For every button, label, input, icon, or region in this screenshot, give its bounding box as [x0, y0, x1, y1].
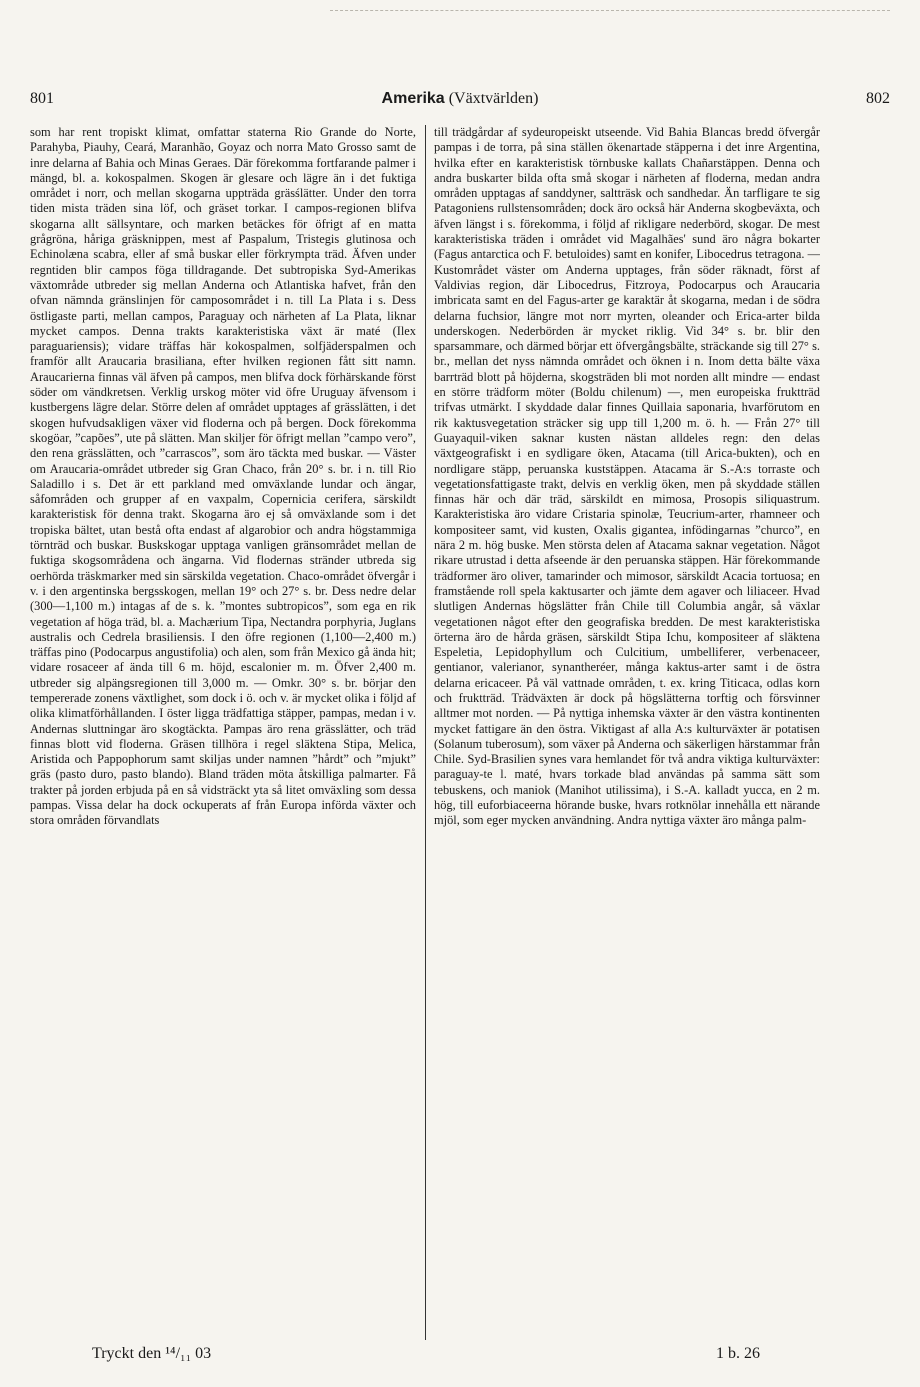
column-left-paragraph: som har rent tropiskt klimat, omfattar staterna Rio Grande do Norte, Parahyba, Piauhy, Ceará, Maranhão, Goyaz och norra Mato Grosso samt de inre delarna af Bahia och Minas Geraes. Där förekomma fortfarande palmer i mängd, bl. a. kokospalmen. Skogen är glesare och lägre än i det fuktiga området i norr, och mellan skogarna uppträda gräsślätter. Under den torra tiden mista träden sina löf, och gräset torkar. I campos-regionen blifva skogarna allt sällsyntare, och marken betäckes för öfrigt af en matta grågröna, håriga gräsknippen, mest af Paspalum, Tristegis glutinosa och Echinolæna scabra, eller af små buskar eller förkrympta träd. Äfven under regntiden blir campos föga tilldragande. Det subtropiska Syd-Amerikas växtområde utbreder sig mellan Anderna och Atlantiska hafvet, från den ofvan nämnda gränslinjen för camposområdet i n. till La Plata i s. Dess östligaste parti, mellan campos, Paraguay och närheten af La Plata, liknar mycket campos. Denna trakts karakteristiska växt är maté (Ilex paraguariensis); vidare träffas här kokospalmen, solfjäderspalmen och framför allt Araucaria brasiliana, efter hvilken regionen fått sitt namn. Araucarierna finnas väl äfven på campos, men blifva dock förhärskande först söder om vändkretsen. Verklig urskog möter vid öfre Uruguay äfvensom i kustbergens lägre delar. Större delen af området upptages af grässlätten, i det skogen hufvudsakligen växer vid floderna och på bergen. Dock förekomma skogöar, ”capões”, ute på slätten. Man skiljer för öfrigt mellan ”campo vero”, den rena grässlätten, och ”carrascos”, som äro täckta med buskar. — Väster om Araucaria-området utbreder sig Gran Chaco, från 20° s. br. i n. till Rio Saladillo i s. Det är ett parkland med omväxlande lundar och ängar, såfområden och grupper af en vaxpalm, Copernicia cerifera, särskildt karakteristisk för denna trakt. Skogarna äro ej så omväxlande som i det tropiska bältet, utan bestå ofta endast af algarobior och andra högstammiga törnträd och buskar. Buskskogar upptaga vanligen gränsområdet mellan de fuktiga skogsområdena och ängarna. Vid flodernas stränder utbreda sig oerhörda träskmarker med sin särskilda vegetation. Chaco-området öfvergår i v. i den argentinska bergsskogen, mellan 19° och 27° s. br. Dess nedre delar (300—1,100 m.) intagas af de s. k. ”montes subtropicos”, som ega en rik vegetation af höga träd, bl. a. Machærium Tipa, Nectandra porphyria, Juglans australis och Cedrela brasiliensis. I den öfre regionen (1,100—2,400 m.) träffas pino (Podocarpus angustifolia) och alen, som från Mexico gå ända hit; vidare rosaceer af ända till 6 m. höjd, escalonier m. m. Öfver 2,400 m. utbreder sig alpängsregionen till 3,000 m. — Omkr. 30° s. br. börjar den tempererade zonens växtlighet, som dock i ö. och v. är mycket olika i följd af olika klimatförhållanden. I öster ligga trädfattiga stäpper, pampas, medan i v. Andernas sluttningar äro skogtäckta. Pampas äro rena grässlätter, och träd finnas blott vid floderna. Gräsen tillhöra i regel släktena Stipa, Melica, Aristida och Pappophorum samt skiljas under namnen ”hårdt” och ”mjukt” gräs (pasto duro, pasto blando). Bland träden möta åtskilliga palmarter. Få trakter på jorden erbjuda på en så vidsträckt yta så litet omväxling som dessa pampas. Vissa delar ha dock ockuperats af från Europa införda växter och stora områden förvandlats	[30, 125, 416, 828]
page-number-left: 801	[30, 90, 54, 107]
sheet-signature: 1 b. 26	[716, 1345, 760, 1362]
header-title	[30, 90, 890, 108]
text-column-left	[30, 125, 416, 1335]
running-header	[30, 90, 890, 114]
header-title-main: Amerika	[381, 90, 445, 107]
page-footer	[30, 1345, 890, 1369]
page-number-right: 802	[866, 90, 890, 107]
column-divider	[425, 125, 426, 1340]
column-right-paragraph: till trädgårdar af sydeuropeiskt utseende. Vid Bahia Blancas bredd öfvergår pampas i de torra, på sina ställen ökenartade stäpperna i det inre Argentina, hvilka efter en karakteristisk törnbuske kallats Chañarstäppen. Denna och andra buskarter bilda ofta små skogar i närheten af floderna, medan andra områden upptagas af sanddyner, saltträsk och sandhedar. Än tarfligare te sig Patagoniens rullstensområden; dock äro också här Anderna skogbeväxta, och äfven längst i s. förekomma, i följd af rikligare nederbörd, skogar. De mest karakteristiska träden i området vid Magalhães' sund äro några bokarter (Fagus antarctica och F. betuloides) samt en konifer, Libocedrus tetragona. — Kustområdet väster om Anderna upptages, från söder räknadt, först af Valdivias region, där Libocedrus, Fitzroya, Podocarpus och Araucaria imbricata samt en del Fagus-arter ge karaktär åt skogarna, medan i de södra delarna fuchsior, längre mot norr myrten, oleander och Erica-arter bilda underskogen. Nederbörden är mycket riklig. Vid 34° s. br. blir den sparsammare, och därmed börjar ett öfvergångsbälte, sträckande sig till 27° s. br., mellan det nyss nämnda området och öknen i n. Inom detta bälte växa barrträd blott på höjderna, skogsträden bli mot norden allt mindre — endast en större trädform möter (Boldu chilenum) —, men europeiska fruktträd trifvas utmärkt. I skyddade dalar finnes Quillaia saponaria, hvarförutom en rik kaktusvegetation sträcker sig upp till 1,200 m. ö. h. — Från 27° till Guayaquil-viken saknar kusten nästan alldeles regn: den delas växtgeografiskt i en sydligare öken, Atacama (till Arica-bukten), och en nordligare stäpp, peruanska kuststäppen. Atacama är S.-A:s torraste och vegetationsfattigaste trakt, delvis en verklig öken, men på skyddade ställen finnas här och där träd, särskildt en mimosa, Prosopis siliquastrum. Karakteristiska äro vidare Cristaria spinolæ, Teucrium-arter, rhamneer och kompositeer samt, vid kusten, Oxalis gigantea, infödingarnas ”churco”, en nära 2 m. hög buske. Men största delen af Atacama saknar vegetation. Något rikare utrustad i detta afseende är den peruanska stäppen. Här förekommande trädformer äro oliver, tamarinder och mimosor, särskildt Acacia tortuosa; en framstående roll spela kaktusarter och jämte dem agaver och liliaceer. Hvad slutligen Andernas högslätter från Chile till Columbia angår, så växlar vegetationen något efter den geografiska bredden. De mest karakteristiska örterna äro de hårda gräsen, särskildt Stipa Ichu, kompositeer af släktena Espeletia, Lepidophyllum och Culcitium, umbelliferer, verbenaceer, gentianor, valerianor, synantheréer, många kaktus-arter samt i de östra delarna ericaceer. På väl vattnade områden, t. ex. kring Titicaca, odlas korn och fruktträd. Trädväxten är dock på högslätterna torftig och försvinner alltmer mot norden. — På nyttiga inhemska växter är den västra kontinenten mycket fattigare än den östra. Viktigast af alla A:s kulturväxter är potatisen (Solanum tuberosum), som växer på Anderna och säkerligen härstammar från Chile. Syd-Brasilien synes vara hemlandet för två andra viktiga kulturväxter: paraguay-te l. maté, hvars torkade blad användas på samma sätt som tebuskens, och maniok (Manihot utilissima), i S.-A. kalladt yucca, en 2 m. hög, till euforbiaceerna hörande buske, hvars rotknölar innehålla ett närande mjöl, som eger mycken användning. Andra nyttiga växter äro många palm-	[434, 125, 820, 828]
text-column-right	[434, 125, 820, 1335]
print-date: Tryckt den ¹⁴/₁₁ 03	[92, 1345, 212, 1362]
header-title-sub: (Växtvärlden)	[448, 90, 539, 107]
scan-artifact-rule	[330, 10, 890, 11]
